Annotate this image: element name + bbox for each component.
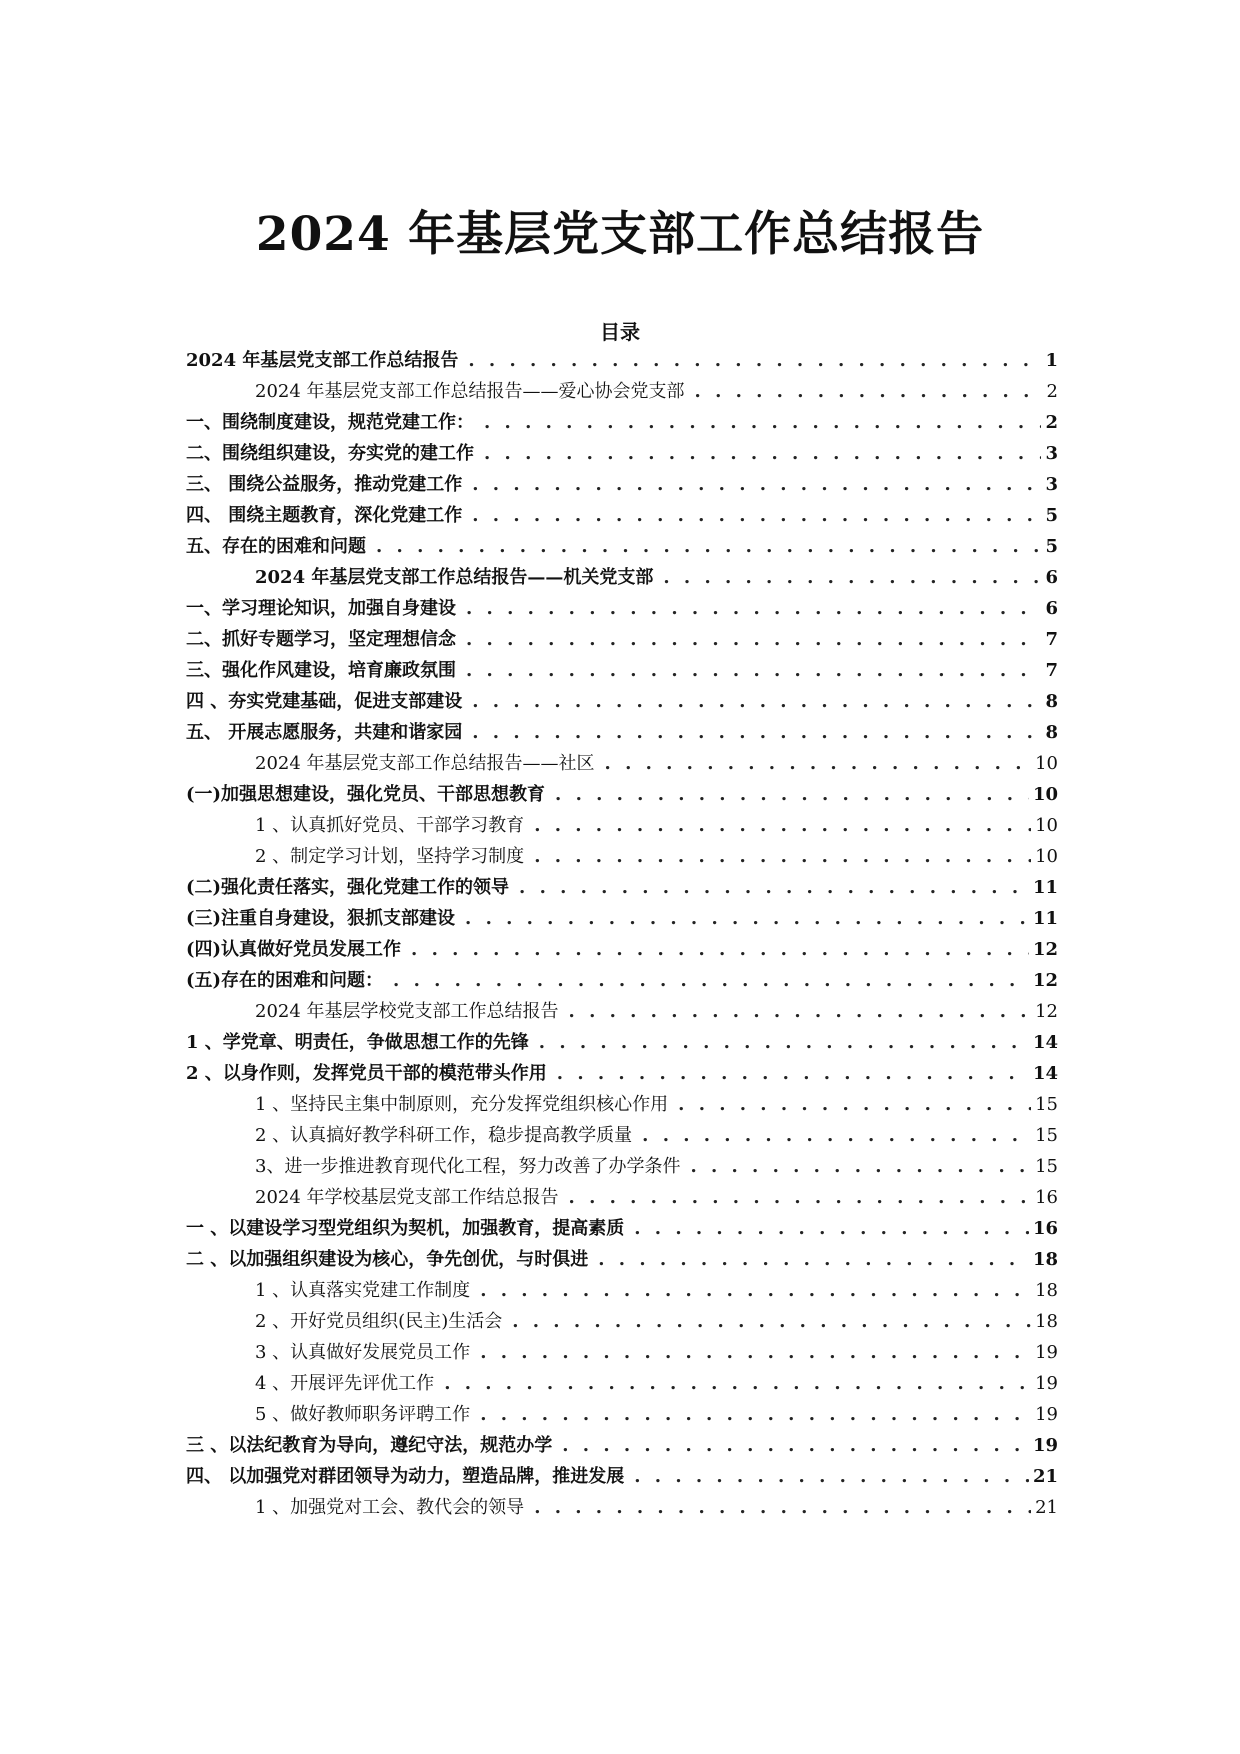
toc-entry[interactable] xyxy=(186,1275,1058,1306)
toc-page-number: 8 xyxy=(1045,691,1058,712)
toc-entry[interactable] xyxy=(186,1182,1058,1213)
toc-entry[interactable] xyxy=(186,1120,1058,1151)
toc-entry-title: 4 、开展评先评优工作 xyxy=(255,1373,435,1394)
toc-entry-title: 三 、以法纪教育为导向，遵纪守法，规范办学 xyxy=(186,1435,553,1456)
toc-dot-leader xyxy=(569,996,1032,1027)
toc-entry-title: 四、 围绕主题教育，深化党建工作 xyxy=(186,505,463,526)
toc-dot-leader xyxy=(539,1027,1029,1058)
toc-page-number: 2 xyxy=(1045,412,1058,433)
toc-entry[interactable] xyxy=(186,934,1058,965)
toc-page-number: 14 xyxy=(1032,1063,1058,1084)
toc-entry-title: 2024 年学校基层党支部工作结总报告 xyxy=(255,1187,559,1208)
toc-entry-title: (四)认真做好党员发展工作 xyxy=(186,939,402,960)
toc-entry[interactable] xyxy=(186,1213,1058,1244)
toc-dot-leader xyxy=(444,1368,1031,1399)
toc-entry-title: 1 、加强党对工会、教代会的领导 xyxy=(255,1497,525,1518)
toc-entry-title: 四、 以加强党对群团领导为动力，塑造品牌，推进发展 xyxy=(186,1466,625,1487)
toc-dot-leader xyxy=(598,1244,1029,1275)
toc-entry-title: 2 、以身作则，发挥党员干部的模范带头作用 xyxy=(186,1063,547,1084)
toc-page-number: 8 xyxy=(1045,722,1058,743)
toc-entry-title: 五、存在的困难和问题 xyxy=(186,536,366,557)
toc-entry-title: 2 、开好党员组织(民主)生活会 xyxy=(255,1311,503,1332)
toc-dot-leader xyxy=(465,903,1029,934)
toc-entry-title: 1 、学党章、明责任，争做思想工作的先锋 xyxy=(186,1032,529,1053)
toc-page-number: 1 xyxy=(1045,350,1058,371)
toc-entry-title: 1 、认真落实党建工作制度 xyxy=(255,1280,471,1301)
toc-entry[interactable] xyxy=(186,748,1058,779)
toc-entry[interactable] xyxy=(186,376,1058,407)
toc-entry-title: 5 、做好教师职务评聘工作 xyxy=(255,1404,471,1425)
toc-page-number: 12 xyxy=(1035,1001,1058,1022)
document-title: 2024 年基层党支部工作总结报告 xyxy=(255,207,985,262)
toc-page-number: 6 xyxy=(1045,598,1058,619)
toc-page-number: 12 xyxy=(1032,939,1058,960)
toc-dot-leader xyxy=(534,841,1031,872)
toc-entry[interactable] xyxy=(186,562,1058,593)
toc-entry-title: 二、抓好专题学习，坚定理想信念 xyxy=(186,629,456,650)
toc-entry[interactable] xyxy=(186,655,1058,686)
toc-page-number: 18 xyxy=(1035,1311,1058,1332)
toc-entry-title: 一、学习理论知识，加强自身建设 xyxy=(186,598,456,619)
toc-entry-title: (三)注重自身建设，狠抓支部建设 xyxy=(186,908,456,929)
toc-entry[interactable] xyxy=(186,438,1058,469)
toc-entry-title: 3 、认真做好发展党员工作 xyxy=(255,1342,471,1363)
toc-page-number: 2 xyxy=(1046,381,1058,402)
toc-entry-title: 二、围绕组织建设，夯实党的建工作 xyxy=(186,443,474,464)
toc-dot-leader xyxy=(634,1213,1029,1244)
toc-entry-title: 1 、坚持民主集中制原则，充分发挥党组织核心作用 xyxy=(255,1094,669,1115)
toc-entry[interactable] xyxy=(186,996,1058,1027)
toc-page-number: 15 xyxy=(1035,1094,1058,1115)
toc-entry-title: (二)强化责任落实，强化党建工作的领导 xyxy=(186,877,510,898)
toc-dot-leader xyxy=(480,1275,1031,1306)
toc-page-number: 3 xyxy=(1045,474,1058,495)
toc-entry-title: 2024 年基层党支部工作总结报告——机关党支部 xyxy=(255,567,654,588)
toc-entry-title: 一 、以建设学习型党组织为契机，加强教育，提高素质 xyxy=(186,1218,625,1239)
toc-entry-title: 2024 年基层党支部工作总结报告——爱心协会党支部 xyxy=(255,381,685,402)
toc-entry[interactable] xyxy=(186,1058,1058,1089)
toc-dot-leader xyxy=(480,1337,1031,1368)
toc-entry-title: 五、 开展志愿服务，共建和谐家园 xyxy=(186,722,463,743)
toc-entry-title: 2024 年基层党支部工作总结报告——社区 xyxy=(255,753,595,774)
toc-entry[interactable] xyxy=(186,1244,1058,1275)
toc-page-number: 10 xyxy=(1035,846,1058,867)
toc-entry[interactable] xyxy=(186,717,1058,748)
toc-dot-leader xyxy=(484,438,1041,469)
toc-dot-leader xyxy=(534,1492,1031,1523)
toc-entry[interactable] xyxy=(186,779,1058,810)
toc-page-number: 19 xyxy=(1032,1435,1058,1456)
toc-entry-title: 二 、以加强组织建设为核心，争先创优，与时俱进 xyxy=(186,1249,589,1270)
toc-entry-title: 1 、认真抓好党员、干部学习教育 xyxy=(255,815,525,836)
toc-entry-title: 2 、认真搞好教学科研工作，稳步提高教学质量 xyxy=(255,1125,633,1146)
toc-page-number: 5 xyxy=(1045,536,1058,557)
toc-dot-leader xyxy=(569,1182,1032,1213)
toc-dot-leader xyxy=(690,1151,1031,1182)
toc-entry[interactable] xyxy=(186,500,1058,531)
toc-entry-title: 2024 年基层党支部工作总结报告 xyxy=(186,350,459,371)
toc-page-number: 5 xyxy=(1045,505,1058,526)
toc-dot-leader xyxy=(411,934,1029,965)
toc-dot-leader xyxy=(472,469,1041,500)
toc-entry-title: 2024 年基层学校党支部工作总结报告 xyxy=(255,1001,559,1022)
toc-dot-leader xyxy=(393,965,1029,996)
toc-entry[interactable] xyxy=(186,1492,1058,1523)
toc-page-number: 12 xyxy=(1032,970,1058,991)
toc-page-number: 18 xyxy=(1035,1280,1058,1301)
toc-page-number: 19 xyxy=(1035,1342,1058,1363)
toc-dot-leader xyxy=(466,655,1041,686)
toc-dot-leader xyxy=(376,531,1041,562)
toc-entry[interactable] xyxy=(186,810,1058,841)
toc-entry[interactable] xyxy=(186,686,1058,717)
toc-entry-title: (一)加强思想建设，强化党员、干部思想教育 xyxy=(186,784,546,805)
toc-dot-leader xyxy=(480,1399,1031,1430)
toc-dot-leader xyxy=(534,810,1031,841)
toc-entry[interactable] xyxy=(186,469,1058,500)
toc-entry[interactable] xyxy=(186,1337,1058,1368)
toc-entry[interactable] xyxy=(186,345,1058,376)
toc-entry-title: (五)存在的困难和问题： xyxy=(186,970,384,991)
toc-entry[interactable] xyxy=(186,1306,1058,1337)
toc-entry[interactable] xyxy=(186,531,1058,562)
toc-dot-leader xyxy=(642,1120,1031,1151)
toc-entry-title: 三、强化作风建设，培育廉政氛围 xyxy=(186,660,456,681)
toc-page-number: 10 xyxy=(1035,815,1058,836)
toc-entry[interactable] xyxy=(186,1399,1058,1430)
toc-dot-leader xyxy=(678,1089,1031,1120)
toc-dot-leader xyxy=(663,562,1041,593)
toc-entry[interactable] xyxy=(186,872,1058,903)
toc-page-number: 16 xyxy=(1035,1187,1058,1208)
toc-entry-title: 3、进一步推进教育现代化工程，努力改善了办学条件 xyxy=(255,1156,681,1177)
toc-dot-leader xyxy=(695,376,1042,407)
toc-dot-leader xyxy=(472,500,1041,531)
toc-entry[interactable] xyxy=(186,903,1058,934)
toc-entry-title: 四 、夯实党建基础，促进支部建设 xyxy=(186,691,463,712)
toc-dot-leader xyxy=(605,748,1032,779)
toc-page-number: 10 xyxy=(1032,784,1058,805)
toc-page-number: 10 xyxy=(1035,753,1058,774)
toc-dot-leader xyxy=(634,1461,1029,1492)
toc-entry-title: 三、 围绕公益服务，推动党建工作 xyxy=(186,474,463,495)
toc-dot-leader xyxy=(519,872,1029,903)
toc-page-number: 7 xyxy=(1045,660,1058,681)
toc-entry[interactable] xyxy=(186,1461,1058,1492)
toc-page-number: 19 xyxy=(1035,1404,1058,1425)
toc-entry[interactable] xyxy=(186,841,1058,872)
toc-dot-leader xyxy=(484,407,1041,438)
toc-page-number: 11 xyxy=(1032,908,1058,929)
toc-entry-title: 一、围绕制度建设，规范党建工作： xyxy=(186,412,474,433)
toc-dot-leader xyxy=(466,624,1041,655)
toc-dot-leader xyxy=(466,593,1041,624)
toc-entry[interactable] xyxy=(186,1027,1058,1058)
toc-dot-leader xyxy=(562,1430,1029,1461)
toc-entry-title: 2 、制定学习计划，坚持学习制度 xyxy=(255,846,525,867)
toc-page-number: 15 xyxy=(1035,1156,1058,1177)
toc-page-number: 18 xyxy=(1032,1249,1058,1270)
toc-entry[interactable] xyxy=(186,593,1058,624)
toc-dot-leader xyxy=(468,345,1041,376)
toc-page-number: 7 xyxy=(1045,629,1058,650)
toc-dot-leader xyxy=(555,779,1029,810)
toc-dot-leader xyxy=(512,1306,1031,1337)
toc-page-number: 6 xyxy=(1045,567,1058,588)
toc-page-number: 16 xyxy=(1032,1218,1058,1239)
toc-entry[interactable] xyxy=(186,1089,1058,1120)
toc-dot-leader xyxy=(557,1058,1029,1089)
toc-page-number: 21 xyxy=(1035,1497,1058,1518)
toc-page-number: 11 xyxy=(1032,877,1058,898)
toc-entry[interactable] xyxy=(186,1368,1058,1399)
toc-entry[interactable] xyxy=(186,1430,1058,1461)
toc-dot-leader xyxy=(472,686,1041,717)
table-of-contents xyxy=(186,345,1058,1523)
toc-page-number: 21 xyxy=(1032,1466,1058,1487)
toc-page-number: 19 xyxy=(1035,1373,1058,1394)
toc-entry[interactable] xyxy=(186,1151,1058,1182)
toc-page-number: 15 xyxy=(1035,1125,1058,1146)
toc-heading: 目录 xyxy=(600,320,640,344)
toc-page-number: 3 xyxy=(1045,443,1058,464)
toc-dot-leader xyxy=(472,717,1041,748)
toc-entry[interactable] xyxy=(186,407,1058,438)
toc-page-number: 14 xyxy=(1032,1032,1058,1053)
toc-entry[interactable] xyxy=(186,624,1058,655)
toc-entry[interactable] xyxy=(186,965,1058,996)
